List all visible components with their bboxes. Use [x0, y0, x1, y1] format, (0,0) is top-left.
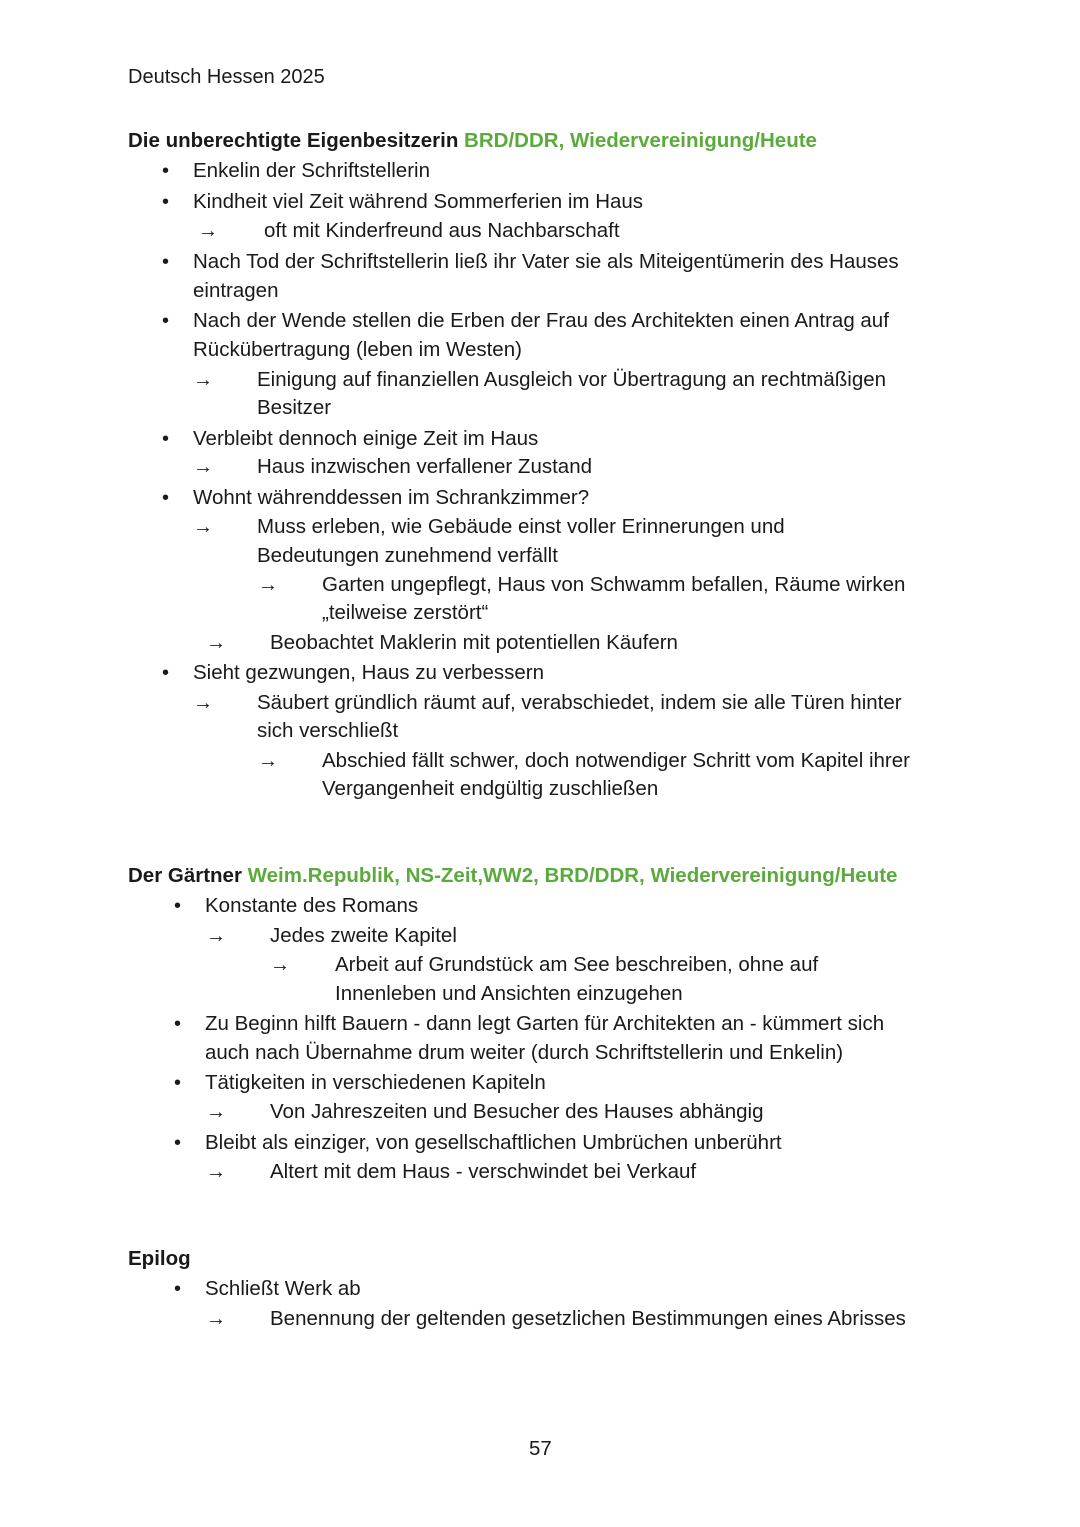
list-item-text: Wohnt währenddessen im Schrankzimmer?: [193, 486, 590, 509]
bullet-icon: •: [174, 1132, 182, 1154]
list-item-text: Von Jahreszeiten und Besucher des Hauses abhängig: [270, 1100, 764, 1123]
arrow-right-icon: →: [270, 954, 290, 976]
list-item-text: Altert mit dem Haus - verschwindet bei Verkauf: [270, 1160, 697, 1183]
list-item-text: Garten ungepflegt, Haus von Schwamm befallen, Räume wirken: [322, 573, 906, 596]
list-item-text: Beobachtet Maklerin mit potentiellen Käufern: [270, 631, 678, 654]
arrow-right-icon: →: [193, 456, 213, 478]
arrow-right-icon: →: [193, 692, 213, 714]
section-tags: BRD/DDR, Wiedervereinigung/Heute: [464, 129, 817, 152]
bullet-icon: •: [162, 428, 170, 450]
section-heading: [128, 863, 897, 889]
arrow-right-icon: →: [258, 750, 278, 772]
document-header: Deutsch Hessen 2025: [128, 66, 325, 88]
list-item-text: Verbleibt dennoch einige Zeit im Haus: [193, 427, 539, 450]
section-title: Der Gärtner: [128, 864, 242, 887]
list-item-text: Konstante des Romans: [205, 894, 419, 917]
bullet-icon: •: [174, 1072, 182, 1094]
list-item-text: Sieht gezwungen, Haus zu verbessern: [193, 661, 544, 684]
bullet-icon: •: [162, 160, 170, 182]
list-item-text: Enkelin der Schriftstellerin: [193, 159, 430, 182]
list-item-text: Arbeit auf Grundstück am See beschreiben, ohne auf: [335, 953, 819, 976]
list-item-text: Benennung der geltenden gesetzlichen Bestimmungen eines Abrisses: [270, 1307, 906, 1330]
list-item-text: Innenleben und Ansichten einzugehen: [335, 982, 683, 1005]
arrow-right-icon: →: [206, 1308, 226, 1330]
bullet-icon: •: [162, 310, 170, 332]
list-item-text: Einigung auf finanziellen Ausgleich vor Übertragung an rechtmäßigen: [257, 368, 887, 391]
list-item-text: Nach der Wende stellen die Erben der Frau des Architekten einen Antrag auf: [193, 309, 889, 332]
list-item-text: Schließt Werk ab: [205, 1277, 361, 1300]
list-item-text: auch nach Übernahme drum weiter (durch Schriftstellerin und Enkelin): [205, 1041, 844, 1064]
arrow-right-icon: →: [193, 516, 213, 538]
list-item-text: Vergangenheit endgültig zuschließen: [322, 777, 659, 800]
list-item-text: Haus inzwischen verfallener Zustand: [257, 455, 592, 478]
section-title: Die unberechtigte Eigenbesitzerin: [128, 129, 459, 152]
list-item-text: Besitzer: [257, 396, 332, 419]
list-item-text: Säubert gründlich räumt auf, verabschiedet, indem sie alle Türen hinter: [257, 691, 902, 714]
list-item-text: Tätigkeiten in verschiedenen Kapiteln: [205, 1071, 546, 1094]
bullet-icon: •: [162, 191, 170, 213]
list-item-text: Kindheit viel Zeit während Sommerferien im Haus: [193, 190, 644, 213]
section-tags: Weim.Republik, NS-Zeit,WW2, BRD/DDR, Wiedervereinigung/Heute: [247, 864, 898, 887]
arrow-right-icon: →: [206, 925, 226, 947]
section-heading: [128, 128, 817, 154]
list-item-text: „teilweise zerstört“: [322, 601, 489, 624]
page-number: 57: [529, 1437, 552, 1460]
list-item-text: Abschied fällt schwer, doch notwendiger Schritt vom Kapitel ihrer: [322, 749, 910, 772]
list-item-text: Muss erleben, wie Gebäude einst voller Erinnerungen und: [257, 515, 785, 538]
arrow-right-icon: →: [206, 1101, 226, 1123]
arrow-right-icon: →: [193, 369, 213, 391]
list-item-text: oft mit Kinderfreund aus Nachbarschaft: [264, 219, 620, 242]
list-item-text: Nach Tod der Schriftstellerin ließ ihr Vater sie als Miteigentümerin des Hauses: [193, 250, 899, 273]
bullet-icon: •: [174, 1278, 182, 1300]
list-item-text: Bleibt als einziger, von gesellschaftlichen Umbrüchen unberührt: [205, 1131, 782, 1154]
arrow-right-icon: →: [198, 220, 218, 242]
arrow-right-icon: →: [258, 574, 278, 596]
list-item-text: Rückübertragung (leben im Westen): [193, 338, 522, 361]
list-item-text: sich verschließt: [257, 719, 399, 742]
arrow-right-icon: →: [206, 1161, 226, 1183]
list-item-text: Jedes zweite Kapitel: [270, 924, 457, 947]
bullet-icon: •: [162, 662, 170, 684]
list-item-text: eintragen: [193, 279, 279, 302]
bullet-icon: •: [174, 895, 182, 917]
bullet-icon: •: [174, 1013, 182, 1035]
bullet-icon: •: [162, 251, 170, 273]
list-item-text: Zu Beginn hilft Bauern - dann legt Garten für Architekten an - kümmert sich: [205, 1012, 885, 1035]
section-title: Epilog: [128, 1247, 191, 1270]
arrow-right-icon: →: [206, 632, 226, 654]
list-item-text: Bedeutungen zunehmend verfällt: [257, 544, 558, 567]
bullet-icon: •: [162, 487, 170, 509]
